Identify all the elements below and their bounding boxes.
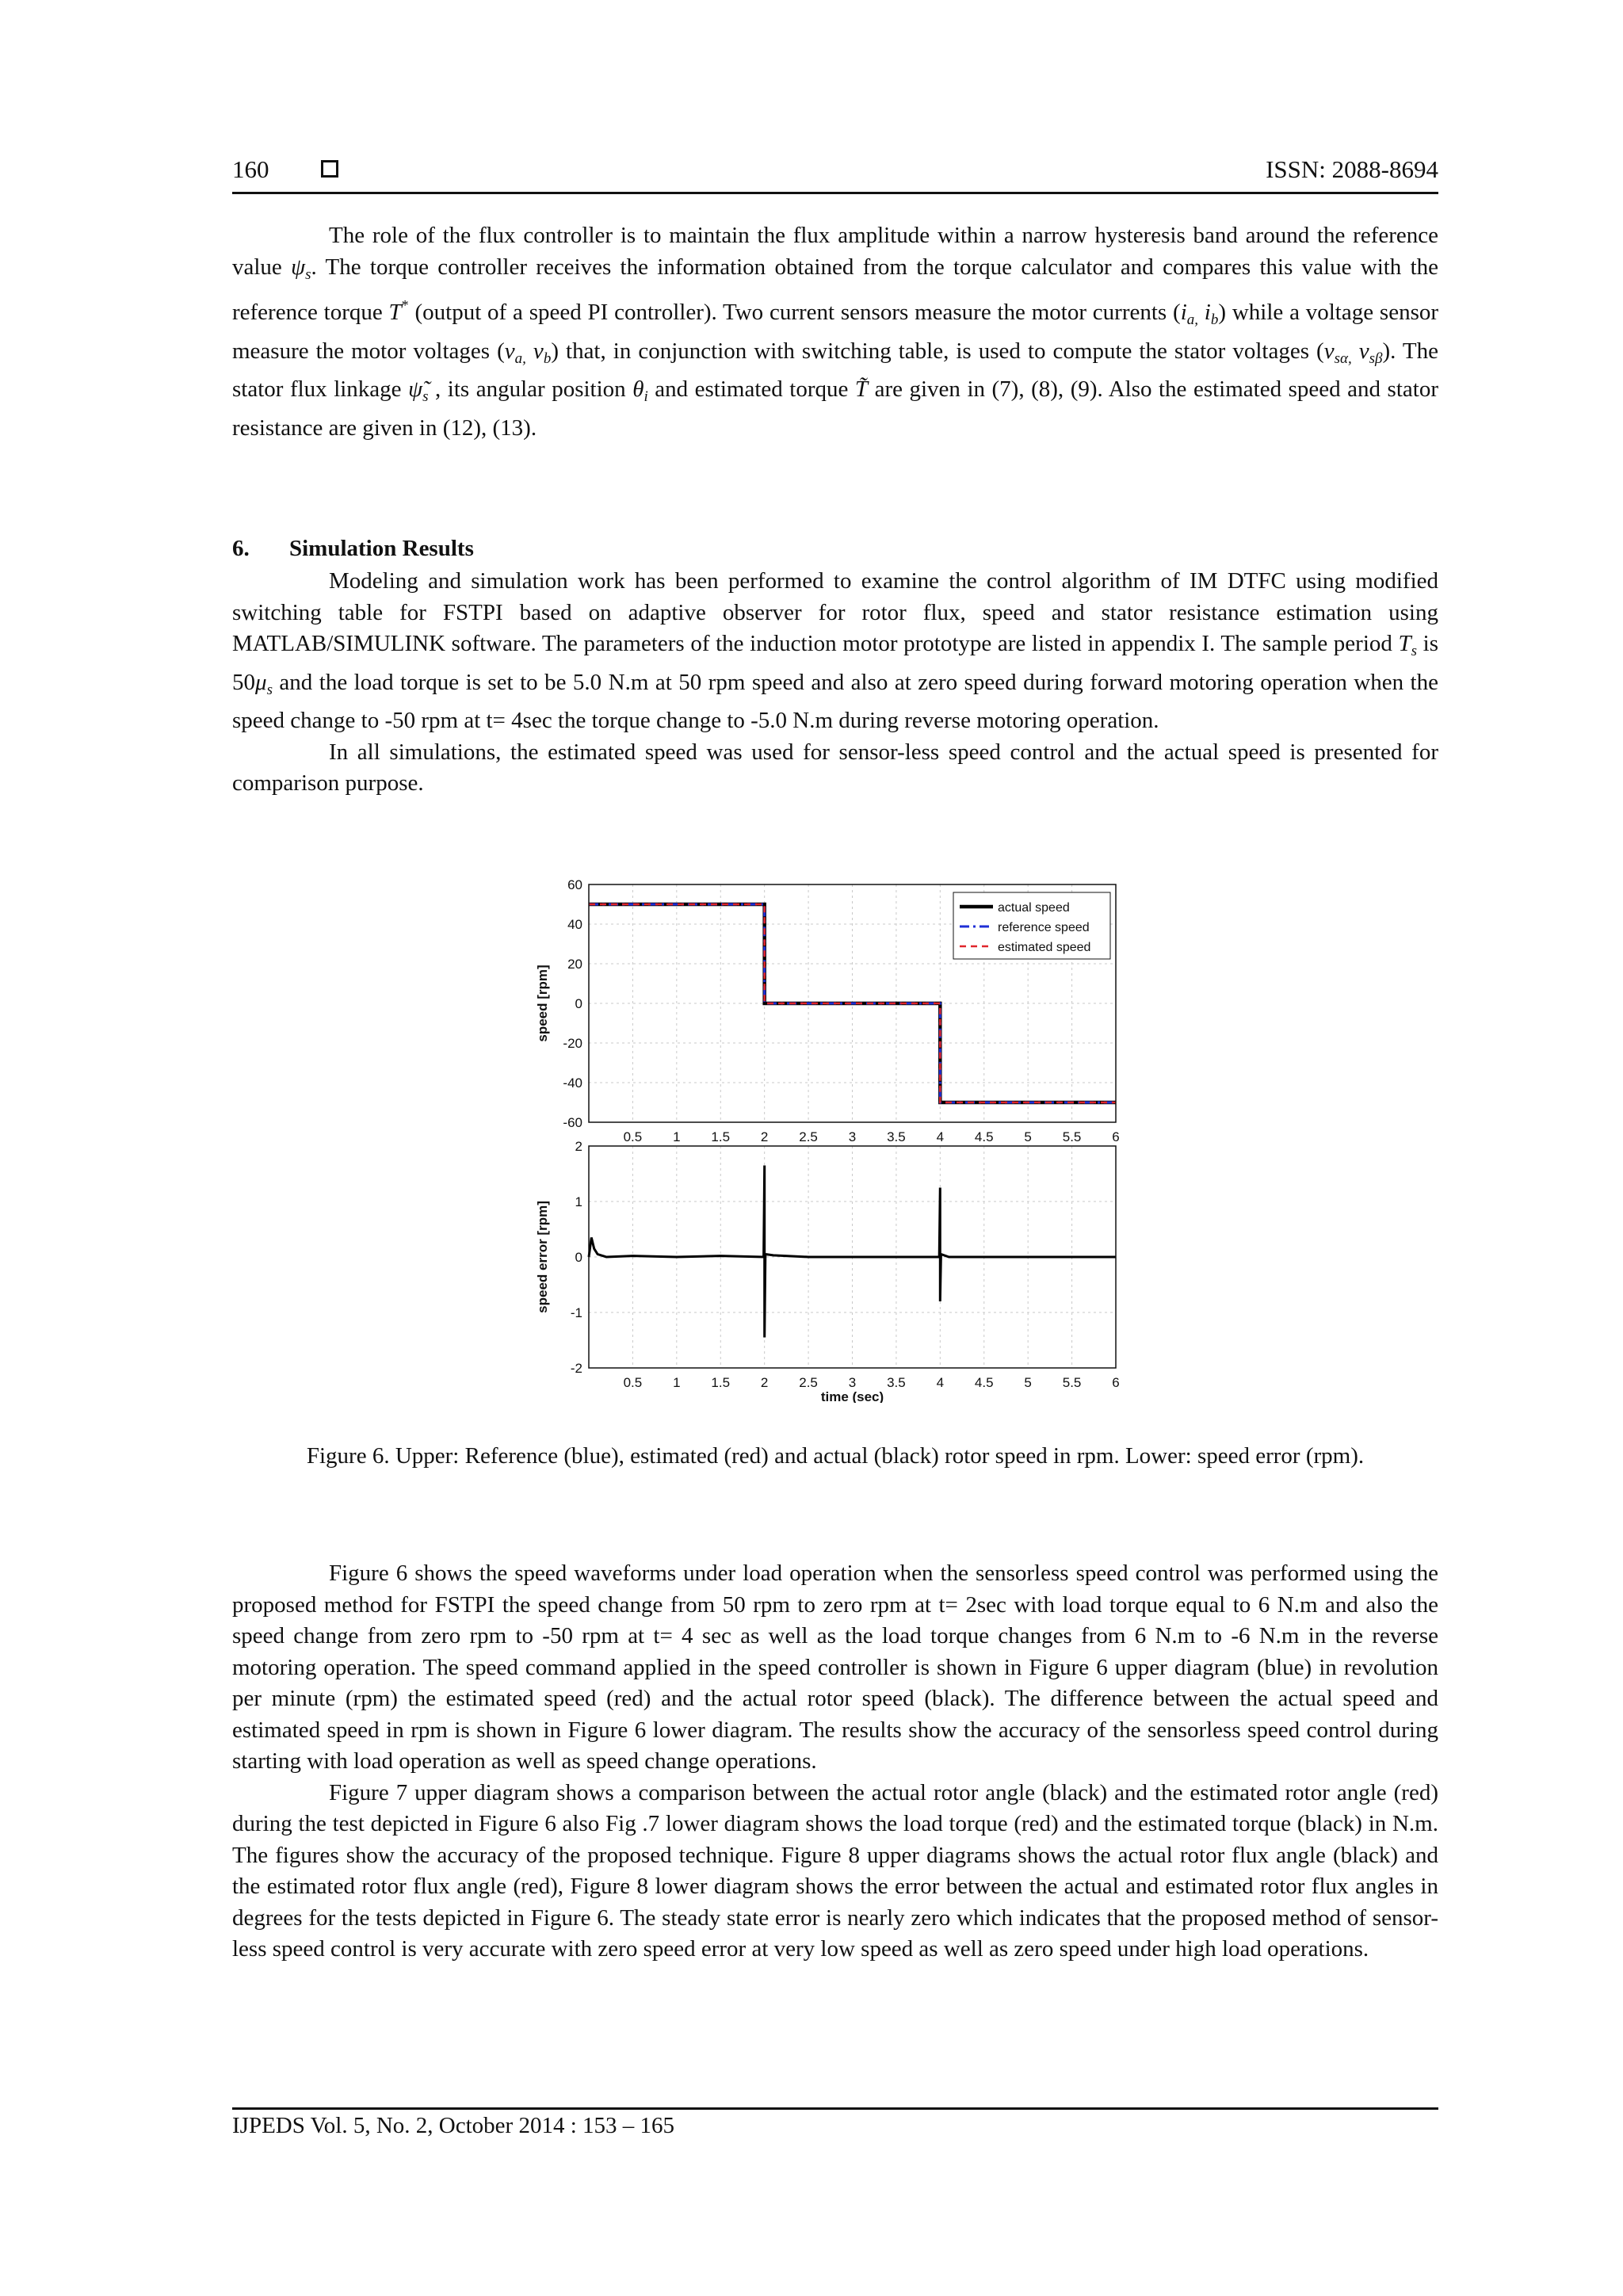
y-tick-label: -1 xyxy=(570,1305,582,1320)
x-tick-label: 6 xyxy=(1112,1129,1120,1144)
x-tick-label: 0.5 xyxy=(623,1129,643,1144)
x-tick-label: 1 xyxy=(673,1375,681,1390)
y-tick-label: -20 xyxy=(563,1036,582,1051)
chart-panel-2 xyxy=(535,1139,1120,1403)
section-number: 6. xyxy=(232,536,250,561)
x-tick-label: 2.5 xyxy=(799,1129,818,1144)
figure-caption: Figure 6. Upper: Reference (blue), estimated (red) and actual (black) rotor speed in rpm. Lower: speed error (rpm). xyxy=(306,1443,1365,1469)
simulation-paragraph-1: Modeling and simulation work has been performed to examine the control algorithm of IM DTFC using modified switching table for FSTPI based on adaptive observer for rotor flux, speed and stator resistance estimation using MATLAB/SIMULINK software. The parameters of the induction motor prototype are listed in appendix I. The sample period $T_s$ is $50\mu_s$ and the load torque is set to be 5.0 N.m at 50 rpm speed and also at zero speed during forward motoring operation when the speed change to -50 rpm at t= 4sec the torque change to -5.0 N.m during reverse motoring operation. xyxy=(232,568,1438,733)
x-tick-label: 5.5 xyxy=(1062,1375,1082,1390)
x-tick-label: 5 xyxy=(1024,1375,1032,1390)
y-tick-label: 0 xyxy=(575,1250,582,1265)
simulation-paragraphs xyxy=(232,566,1438,800)
y-axis-label: speed [rpm] xyxy=(535,965,550,1042)
y-tick-label: 20 xyxy=(567,957,582,972)
legend xyxy=(953,892,1110,959)
y-tick-label: 40 xyxy=(567,917,582,932)
x-tick-label: 2 xyxy=(760,1129,769,1144)
page-number: 160 xyxy=(232,155,269,183)
running-header xyxy=(232,155,1438,192)
intro-paragraph: The role of the flux controller is to maintain the flux amplitude within a narrow hysteresis band around the reference value $\psi_s$. The torque controller receives the information obtained from the torque calculator and compares this value with the reference torque T* (output of a speed PI controller). Two current sensors measure the motor currents ($i_{a,}$ $i_b$) while a voltage sensor measure the motor voltages ($v_{a,}$ $v_b$) that, in conjunction with switching table, is used to compute the stator voltages ($v_{s\alpha,}$ $v_{s\beta}$). The stator flux linkage $\psĩ_s$ , its angular position $\theta_i$ and estimated torque T̃ are given in (7), (8), (9). Also the estimated speed and stator resistance are given in (12), (13). xyxy=(232,223,1439,441)
x-tick-label: 4.5 xyxy=(974,1375,994,1390)
y-tick-label: 1 xyxy=(575,1194,582,1209)
discussion-paragraph-1: Figure 6 shows the speed waveforms under load operation when the sensorless speed control was performed using the proposed method for FSTPI the speed change from 50 rpm to zero rpm at t= 2sec with load torque equal to 6 N.m and also the speed change from zero rpm to -50 rpm at t= 4 sec as well as the load torque changes from 6 N.m to -6 N.m in the reverse motoring operation. The speed command applied in the speed controller is shown in Figure 6 upper diagram (blue) in revolution per minute (rpm) the estimated speed (red) and the actual rotor speed (black). The difference between the actual speed and estimated speed in rpm is shown in Figure 6 lower diagram. The results show the accuracy of the sensorless speed control during starting with load operation as well as speed change operations. xyxy=(232,1561,1438,1774)
footer-citation: IJPEDS Vol. 5, No. 2, October 2014 : 153 – 165 xyxy=(232,2113,674,2138)
discussion-paragraphs xyxy=(232,1558,1438,1966)
x-tick-label: 2.5 xyxy=(799,1375,818,1390)
x-axis-label: time (sec) xyxy=(820,1389,884,1403)
chart-panel-1 xyxy=(535,880,1120,1144)
y-tick-label: -40 xyxy=(563,1075,582,1091)
x-tick-label: 2 xyxy=(760,1375,769,1390)
header-rule xyxy=(232,192,1438,194)
x-tick-label: 6 xyxy=(1112,1375,1120,1390)
y-tick-label: 60 xyxy=(567,880,582,892)
discussion-paragraph-2: Figure 7 upper diagram shows a comparison between the actual rotor angle (black) and the estimated rotor angle (red) during the test depicted in Figure 6 also Fig .7 lower diagram shows the load torque (red) and the estimated torque (black) in N.m. The figures show the accuracy of the proposed technique. Figure 8 upper diagrams shows the actual rotor flux angle (black) and the estimated rotor flux angle (red), Figure 8 lower diagram shows the error between the actual and estimated rotor flux angles in degrees for the tests depicted in Figure 6. The steady state error is nearly zero which indicates that the proposed method of sensor-less speed control is very accurate with zero speed error at very low speed as well as zero speed under high load operations. xyxy=(232,1779,1438,1962)
x-tick-label: 5.5 xyxy=(1062,1129,1082,1144)
footer-rule xyxy=(232,2107,1438,2110)
y-tick-label: -2 xyxy=(570,1361,582,1376)
x-tick-label: 4 xyxy=(936,1129,945,1144)
x-tick-label: 4.5 xyxy=(974,1129,994,1144)
x-tick-label: 3.5 xyxy=(887,1129,906,1144)
y-tick-label: -60 xyxy=(563,1115,582,1130)
x-tick-label: 3 xyxy=(848,1129,857,1144)
checkbox-square-icon xyxy=(321,160,338,178)
speed-chart xyxy=(523,880,1125,1403)
x-tick-label: 5 xyxy=(1024,1129,1032,1144)
y-tick-label: 2 xyxy=(575,1139,582,1154)
legend-label: estimated speed xyxy=(998,941,1091,954)
x-tick-label: 3.5 xyxy=(887,1375,906,1390)
x-tick-label: 3 xyxy=(848,1375,857,1390)
legend-label: actual speed xyxy=(998,901,1070,915)
figure-6 xyxy=(523,880,1125,1403)
x-tick-label: 1.5 xyxy=(711,1375,731,1390)
issn: ISSN: 2088-8694 xyxy=(1266,155,1438,183)
y-tick-label: 0 xyxy=(575,996,582,1011)
section-title: Simulation Results xyxy=(289,536,474,561)
x-tick-label: 1.5 xyxy=(711,1129,731,1144)
simulation-paragraph-2: In all simulations, the estimated speed was used for sensor-less speed control and the actual speed is presented for comparison purpose. xyxy=(232,739,1438,796)
y-axis-label: speed error [rpm] xyxy=(535,1201,550,1313)
legend-label: reference speed xyxy=(998,921,1090,934)
section-heading xyxy=(232,536,474,562)
x-tick-label: 0.5 xyxy=(623,1375,643,1390)
x-tick-label: 4 xyxy=(936,1375,945,1390)
x-tick-label: 1 xyxy=(673,1129,681,1144)
